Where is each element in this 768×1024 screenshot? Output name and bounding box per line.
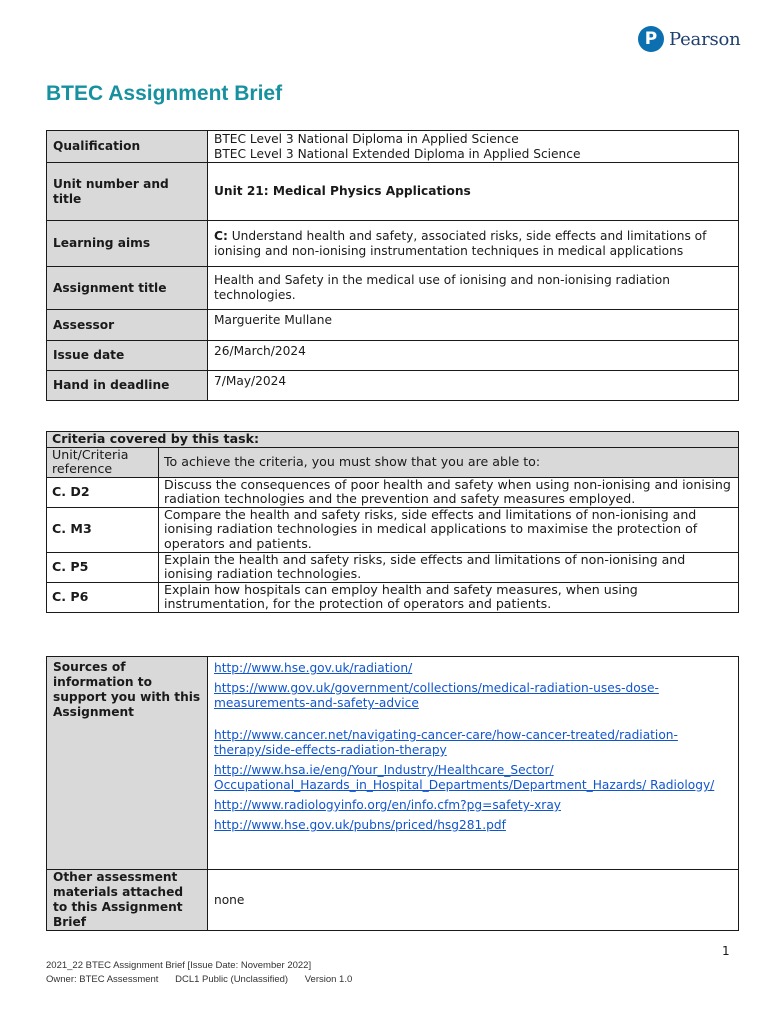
- assessor-label: Assessor: [47, 310, 208, 341]
- source-link[interactable]: http://www.hsa.ie/eng/Your_Industry/Healthcare_Sector/ Occupational_Hazards_in_Hospital_Departments/Department_Hazards/ Radiology/: [214, 763, 715, 792]
- deadline-value: 7/May/2024: [208, 371, 739, 401]
- criteria-col2-header: To achieve the criteria, you must show that you are able to:: [159, 447, 739, 477]
- pearson-p-icon: P: [638, 26, 664, 52]
- other-materials-label: Other assessment materials attached to this Assignment Brief: [47, 870, 208, 931]
- criteria-ref: C. M3: [47, 507, 159, 552]
- learning-aims-value: C: Understand health and safety, associated risks, side effects and limitations of ionising and non-ionising instrumentation techniques in medical applications: [208, 221, 739, 267]
- issue-date-label: Issue date: [47, 341, 208, 371]
- criteria-text: Compare the health and safety risks, side effects and limitations of non-ionising and ionising radiation technologies in medical applications to maximise the protection of operators and patients.: [159, 507, 739, 552]
- sources-links: [208, 657, 739, 870]
- page-number: 1: [722, 944, 730, 958]
- footer: [46, 959, 366, 987]
- assignment-details-table: [46, 130, 739, 401]
- source-link[interactable]: http://www.radiologyinfo.org/en/info.cfm?pg=safety-xray: [214, 798, 562, 812]
- learning-aims-label: Learning aims: [47, 221, 208, 267]
- criteria-table: [46, 431, 739, 613]
- criteria-ref: C. P5: [47, 552, 159, 582]
- footer-line1: 2021_22 BTEC Assignment Brief [Issue Date: November 2022]: [46, 960, 312, 971]
- criteria-text: Discuss the consequences of poor health and safety when using non-ionising and ionising radiation technologies and the prevention and safety measures employed.: [159, 477, 739, 507]
- source-link[interactable]: http://www.hse.gov.uk/radiation/: [214, 661, 413, 675]
- source-link[interactable]: https://www.gov.uk/government/collections/medical-radiation-uses-dose-measurements-and-safety-advice: [214, 681, 659, 710]
- criteria-row: [47, 552, 739, 582]
- criteria-row: [47, 582, 739, 612]
- other-materials-value: none: [208, 870, 739, 931]
- sources-table: [46, 656, 739, 931]
- criteria-ref: C. P6: [47, 582, 159, 612]
- qualification-label: Qualification: [47, 131, 208, 163]
- footer-classification: DCL1 Public (Unclassified): [175, 974, 289, 985]
- assignment-title-label: Assignment title: [47, 267, 208, 310]
- qualification-value: BTEC Level 3 National Diploma in Applied Science BTEC Level 3 National Extended Diploma in Applied Science: [208, 131, 739, 163]
- footer-owner: Owner: BTEC Assessment: [46, 974, 159, 985]
- assessor-value: Marguerite Mullane: [208, 310, 739, 341]
- deadline-label: Hand in deadline: [47, 371, 208, 401]
- criteria-text: Explain the health and safety risks, side effects and limitations of non-ionising and ionising radiation technologies.: [159, 552, 739, 582]
- unit-label: Unit number and title: [47, 163, 208, 221]
- criteria-text: Explain how hospitals can employ health and safety measures, when using instrumentation, for the protection of operators and patients.: [159, 582, 739, 612]
- criteria-heading: Criteria covered by this task:: [47, 432, 739, 448]
- source-link[interactable]: http://www.cancer.net/navigating-cancer-care/how-cancer-treated/radiation-therapy/side-effects-radiation-therapy: [214, 728, 678, 757]
- criteria-row: [47, 477, 739, 507]
- issue-date-value: 26/March/2024: [208, 341, 739, 371]
- footer-version: Version 1.0: [304, 974, 353, 985]
- sources-label: Sources of information to support you with this Assignment: [47, 657, 208, 870]
- criteria-row: [47, 507, 739, 552]
- page-title: BTEC Assignment Brief: [46, 82, 283, 105]
- criteria-ref: C. D2: [47, 477, 159, 507]
- source-link[interactable]: http://www.hse.gov.uk/pubns/priced/hsg281.pdf: [214, 818, 506, 832]
- pearson-logo: [638, 26, 741, 52]
- unit-value: Unit 21: Medical Physics Applications: [208, 163, 739, 221]
- pearson-wordmark: Pearson: [669, 28, 741, 50]
- criteria-col1-header: Unit/Criteria reference: [47, 447, 159, 477]
- assignment-title-value: Health and Safety in the medical use of ionising and non-ionising radiation technologies.: [208, 267, 739, 310]
